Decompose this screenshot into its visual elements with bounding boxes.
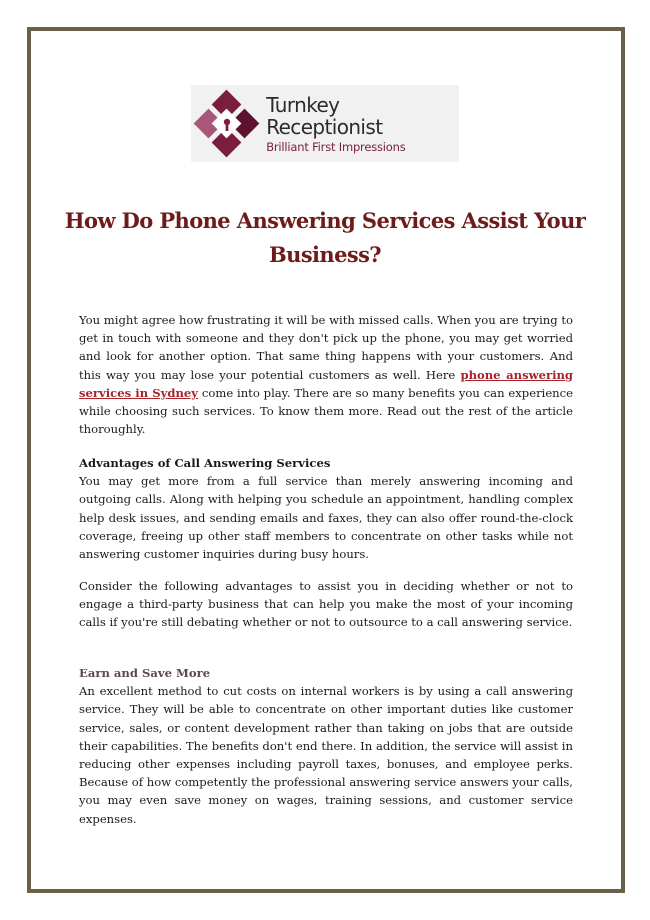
- sydney-services-link[interactable]: phone answering services in Sydney: [79, 367, 574, 400]
- logo-tagline: Brilliant First Impressions: [266, 139, 406, 154]
- company-logo: [191, 85, 459, 162]
- section-earn-save: [79, 664, 573, 828]
- section-text-advantages: You may get more from a full service than merely answering incoming and outgoing calls. Along with helping you schedule an appointment, handling complex help desk issues, and sending emails and faxes, they can also offer round-the-clock coverage, freeing up other staff members to concentrate on other tasks while not answering customer inquiries during busy hours.: [79, 474, 573, 562]
- article-title: How Do Phone Answering Services Assist Your Business?: [64, 208, 586, 267]
- keyhole-icon: [222, 118, 232, 132]
- section-advantages: [79, 454, 573, 563]
- consider-paragraph: Consider the following advantages to assist you in deciding whether or not to engage a third-party business that can help you make the most of your incoming calls if you're still debating whether or not to outsource to a call answering service.: [79, 579, 573, 630]
- section-heading-earn-save: Earn and Save More: [79, 666, 211, 680]
- section-text-earn-save: An excellent method to cut costs on internal workers is by using a call answering service. They will be able to concentrate on other important duties like customer service, sales, or content development rather than taking on jobs that are outside their capabilities. The benefits don't end there. In addition, the service will assist in reducing other expenses including payroll taxes, bonuses, and employee perks. Because of how competently the professional answering service answers your calls, you may even save money on wages, training sessions, and customer service expenses.: [79, 684, 573, 826]
- logo-name: Turnkey Receptionist: [266, 92, 383, 139]
- section-heading-advantages: Advantages of Call Answering Services: [79, 456, 331, 470]
- intro-paragraph: [79, 311, 573, 438]
- intro-text-end: come into play. There are so many benefits you can experience while choosing such services. To know them more. Read out the rest of the article thoroughly.: [79, 385, 573, 437]
- logo-diamond-icon: [195, 92, 258, 156]
- intro-text-start: You might agree how frustrating it will be with missed calls. When you are trying to get in touch with someone and they don't pick up the phone, you may get worried and look for another option. That same thing happens with your customers. And this way you may lose your potential customers as well. Here: [79, 313, 574, 382]
